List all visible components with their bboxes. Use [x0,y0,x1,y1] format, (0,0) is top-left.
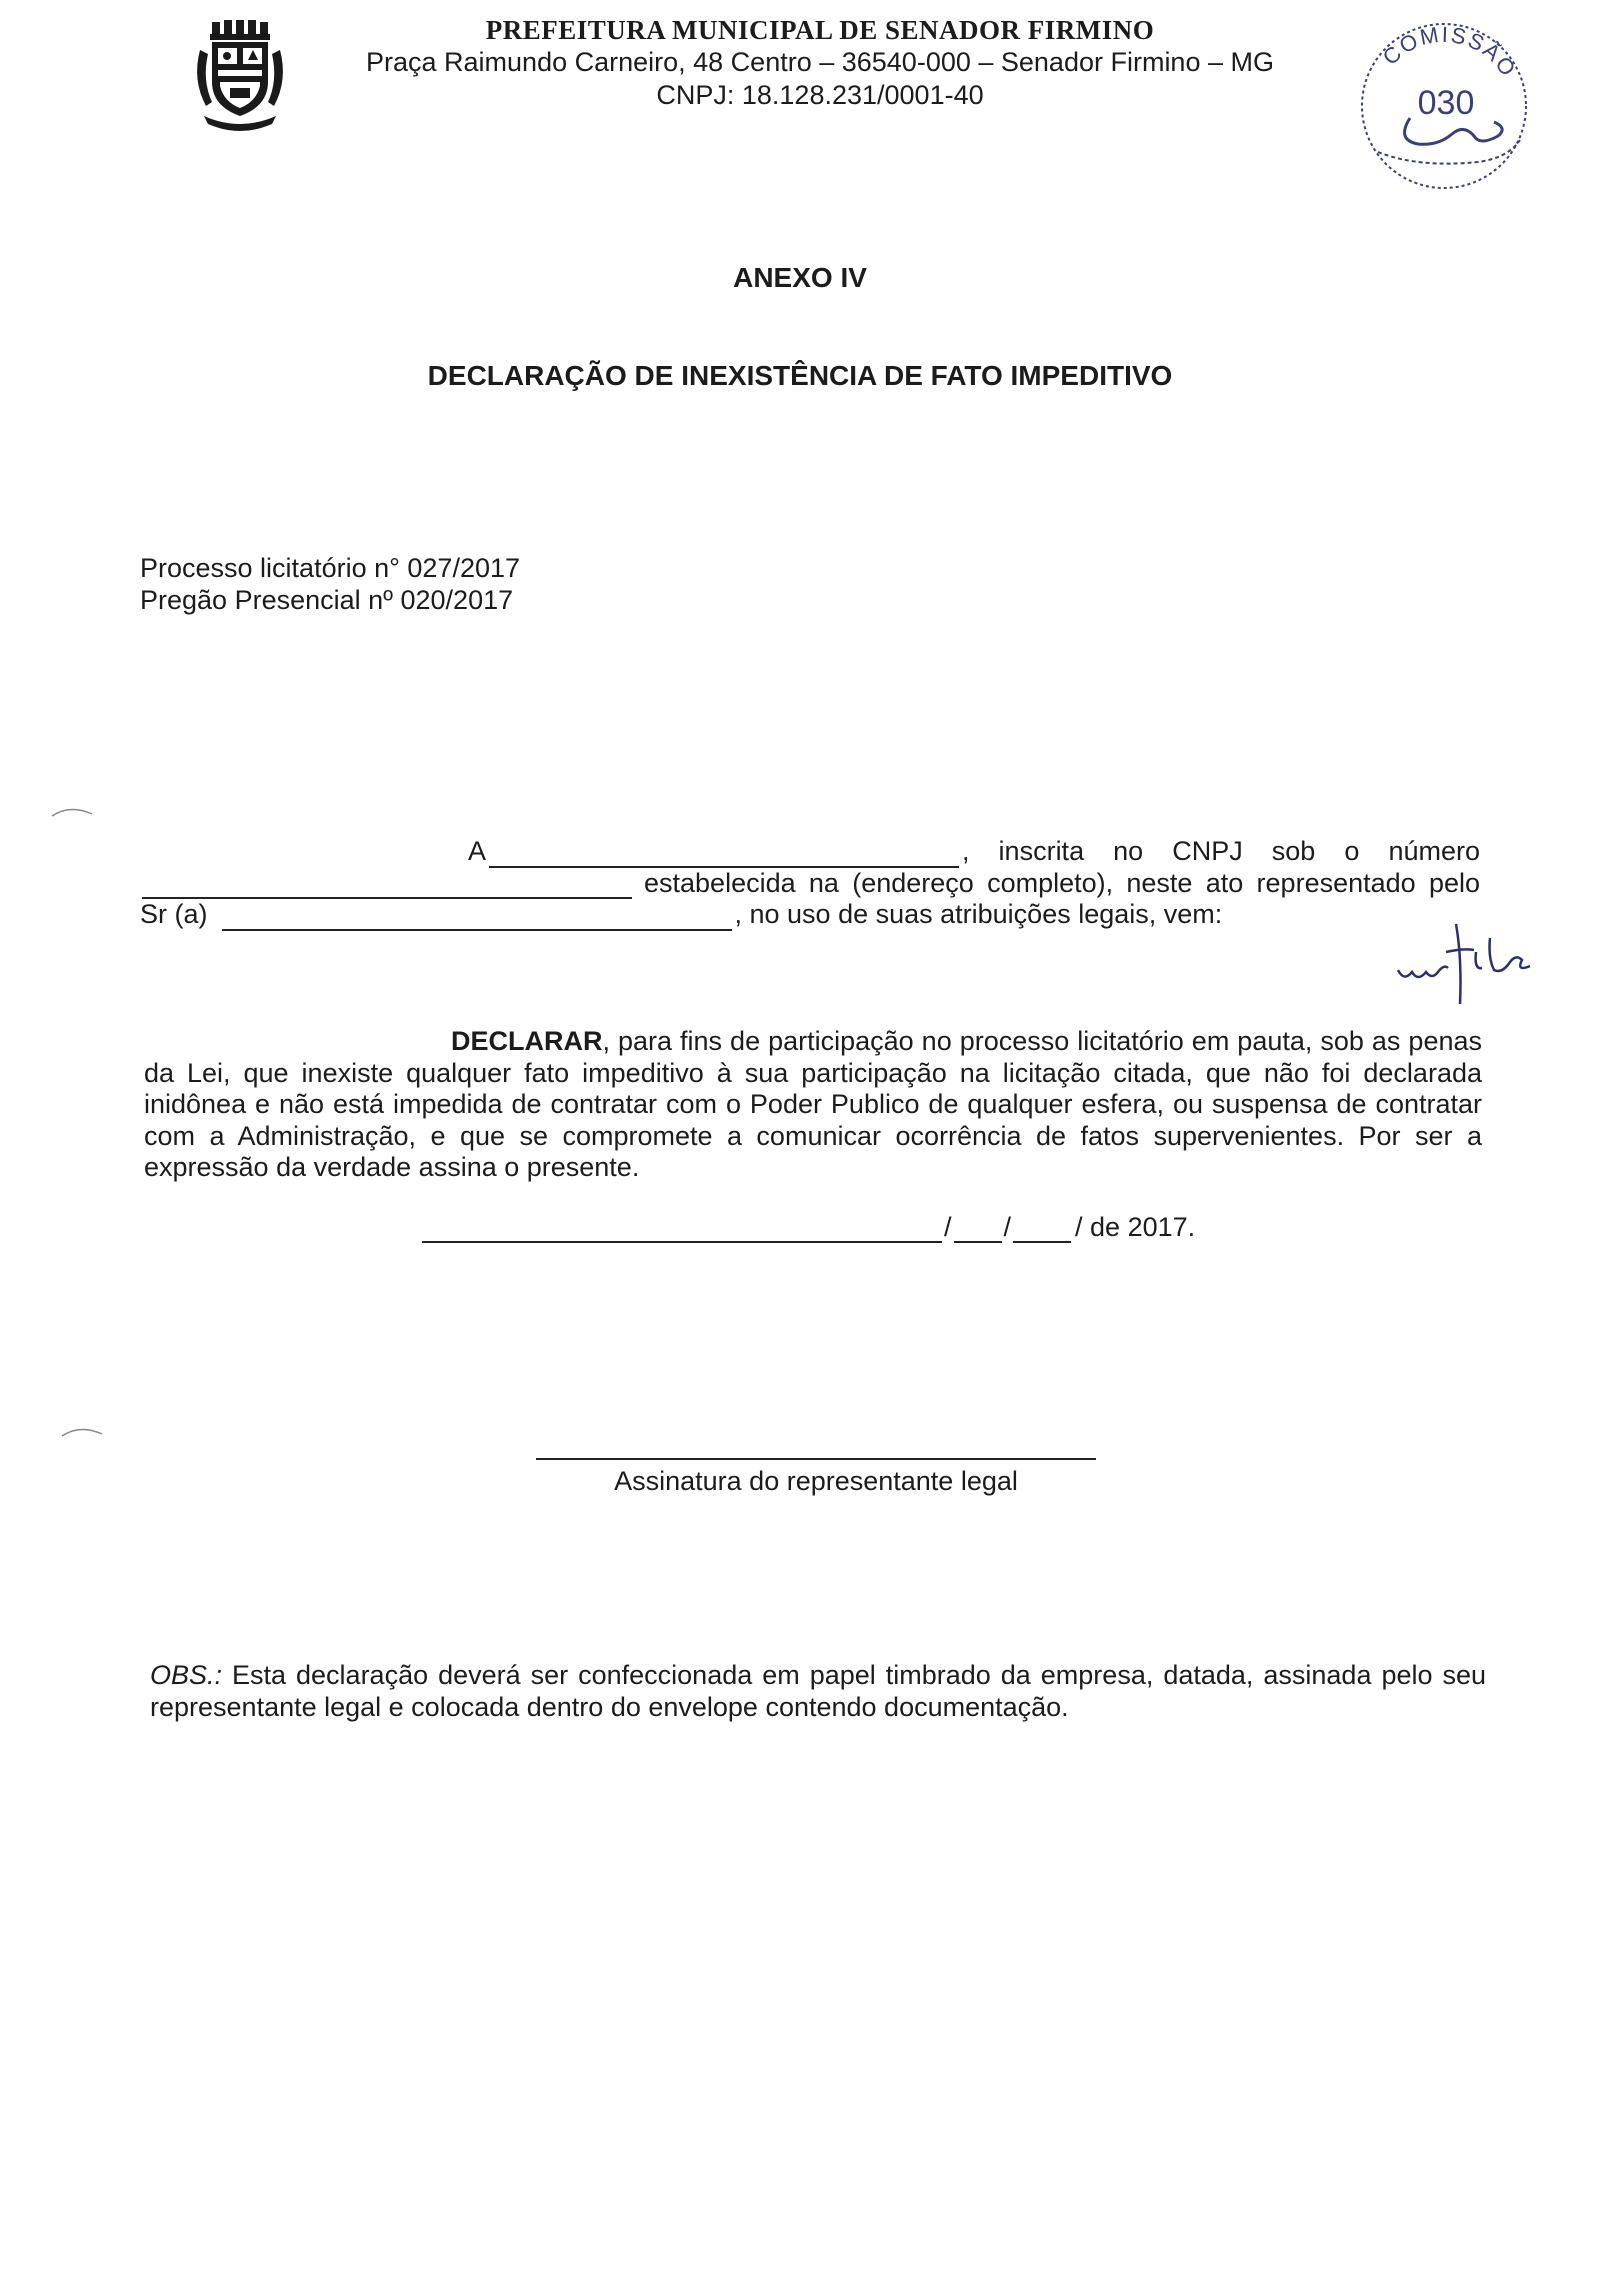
declaration-paragraph [144,1026,1482,1184]
auction-number: Pregão Presencial nº 020/2017 [140,584,514,615]
municipality-name: PREFEITURA MUNICIPAL DE SENADOR FIRMINO [485,15,1155,45]
place-date-line [420,1212,1195,1243]
p1-line-1 [140,836,1480,868]
process-number: Processo licitatório n° 027/2017 [140,553,521,583]
bidding-references [140,553,520,617]
signature-line [536,1458,1096,1460]
p1-line-3 [140,899,1480,931]
month-blank [1013,1215,1071,1243]
declare-keyword: DECLARAR [451,1026,603,1056]
punch-mark-icon [48,800,98,820]
cnpj-number-blank [142,871,632,899]
place-blank [422,1215,942,1243]
day-blank [954,1215,1002,1243]
p1-after-rep: , no uso de suas atribuições legais, vem: [734,899,1223,930]
company-name-blank [489,840,959,868]
handwritten-initials-icon [1390,918,1560,1008]
commission-stamp-icon [1348,12,1538,192]
date-year: / de 2017. [1075,1212,1196,1242]
p1-sr-label: Sr (a) [140,899,208,930]
date-separator: / [1003,1212,1012,1242]
date-separator: / [944,1212,952,1242]
obs-text: Esta declaração deverá ser confeccionada em papel timbrado da empresa, datada, assinada pelo seu representante legal e colocada dentro do envelope contendo documentação. [150,1660,1486,1722]
punch-mark-icon [58,1420,108,1440]
declaration-title: DECLARAÇÃO DE INEXISTÊNCIA DE FATO IMPEDITIVO [427,360,1173,391]
letterhead [340,14,1300,111]
stamp-page-number: 030 [1417,84,1475,122]
annex-title: ANEXO IV [733,262,867,293]
municipality-address: Praça Raimundo Carneiro, 48 Centro – 36540-000 – Senador Firmino – MG [366,47,1274,78]
representative-name-blank [222,903,732,931]
p1-after-cnpj: estabelecida na (endereço completo), neste ato representado pelo [644,867,1480,898]
observation-note [150,1660,1486,1723]
municipality-cnpj: CNPJ: 18.128.231/0001-40 [656,79,984,110]
p1-line-2 [140,868,1480,900]
stamp-top-text: COMISSÃO [1377,21,1522,82]
p1-after-company: , inscrita no CNPJ sob o número [962,836,1480,866]
municipal-coat-of-arms-icon [190,20,290,138]
company-identification-paragraph [140,836,1480,931]
declaration-text: , para fins de participação no processo licitatório em pauta, sob as penas da Lei, que inexiste qualquer fato impeditivo à sua participação na licitação citada, que não foi declarada inidônea e não está impedida de contratar com o Poder Publico de qualquer esfera, ou suspensa de contratar com a Administração, e que se compromete a comunicar ocorrência de fatos supervenientes. Por ser a expressão da verdade assina o presente. [144,1026,1482,1183]
obs-label: OBS.: [150,1660,223,1690]
svg-text:COMISSÃO [1378,22,1522,82]
p1-lead: A [467,836,486,866]
signature-label: Assinatura do representante legal [614,1466,1018,1496]
